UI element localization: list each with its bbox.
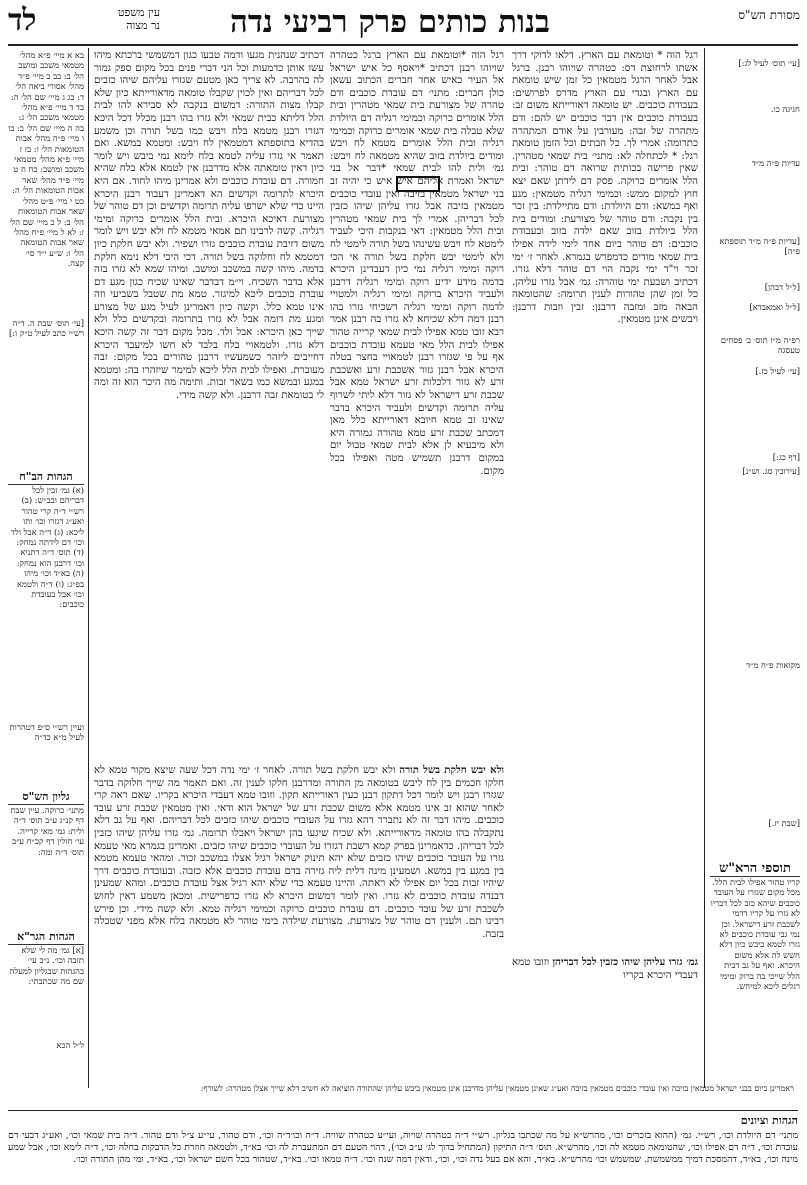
page-number: לד: [8, 4, 37, 38]
tosafot-text: דכתיב שנהנית מגעו ודמה טבעו כגון דמשמשי ברכתא מיהו עשו אותן כדמעות וכל הני דברי פנים בכל מקום ספק גמור לה בהרבה. לא צריך כאן מטעם שגזרו עליהם שיהו כזבים לכל דבריהם ואין לכוין שקבלו טומאה מדאורייתא כיון שלא קבלו מצות התורה: דמשום בנקבה לא סבירא להו לבית הלל דליתא כבית שמאי ולא גזרו בהו רבנן מכלל דכל היכא דגזרו רבנן מטמא בלח ויבש כמו בשל תורה וכן משמע בהדיא בתוספתא דמטמאין לח ויבש: ומטמא במשא. ואם תאמר אי גזרו עליה לטמא בלח לימא נמי ביבש ויש לומר כיון דאין טומאתה אלא מדרבנן אין לטמא אלא בלח שהיא חמורה. דם עובדת כוכבים ולא אמרינן מיהו לחוד. אם היא היכרא לתרומה וקדשים הא דאמרינן דעבוד רבנן היכרא היינו כדי שלא ישרפו עליה תרומה וקדשים וכן דם טוהר של מצורעת דאיכא היכרא. ובית הלל אומרים כרוקה ומימי רגליה. קשה לרבינו תם אמאי מטמא לח ולא יבש ויש לומר משום דזיבת עובדת כוכבים גזרו ושפיר. ולא יבש חלקת כיון דמטמא לח וחלוקה בשל תורה. דכי היכי דלא נימא חלקת בדמה. מיהו קשה במשכב ומושב. ומיהו שמא לא גזרו בזה אלא בדבר השכיח. וי״מ דבדבר שאינו שכיח כגון מגע דם עובדת כוכבים ליכא למיגזר. טמא מת שטבל בשביעי וזה אינו טמא כלל. וקשה כיון דאמרינן לעיל מגע של מצורע ומגע מת דומה אבל לא גזרו בתרומה ובקדשים כלל ולא שייך כאן היכרא: אבל ולד. מכל מקום דבר זה קשה היכא דלא גזרו. ולטמאויי בלח בלבד לא חשו למיעבד היכרא דחייבים ליזהר כשמעשיו דרבנן טהורים בכל מקום: זבה מעוברת. ואפילו לבית הלל ליכא למימר שיזהרו בה: ומטמא במגע ובמשא כמו בשאר זבות. ותימה מה היכר הוא זה ומה לי בטומאת זבה דרבנן. ולא קשה מידי.: [94, 50, 324, 402]
bottom-divider: [8, 1110, 798, 1111]
gilyon-hashas-section: [8, 790, 84, 920]
masoret-ref-6: [ל״ל ואמאבדא]: [749, 302, 800, 312]
masoret-ref-5: [ל״ל דבהן]: [764, 282, 800, 292]
hagahot-hagra-section: [8, 930, 84, 1030]
ein-mishpat-column: בא א מיי׳ פ״א מהל׳ מטמאי משכב ומושב הל׳ ב: בב ב מיי׳ פ״ד מהל׳ אסורי ביאה הל׳ ד: בג ג מיי׳ שם הל׳ ה: בד ד מיי׳ פ״א מהל׳ מטמאי משכב הל׳ ג: בה ה מיי׳ שם הל׳ ב: בו ו מיי׳ פ״ה מהל׳ אבות הטומאות הל׳ ו: בז ז מיי׳ פ״א מהל׳ מטמאי משכב ומושב: כח ח ט מיי׳ פ״ד מהל׳ שאר אבות הטומאות הל׳ ה: כט י מיי׳ פ״ט מהל׳ שאר אבות הטומאות הל׳ ב: ל כ מיי׳ שם הל׳ ז: לא ל מיי׳ פ״ח מהל׳ שאר אבות הטומאה הל׳ ו: ש״ע י״ד סי׳ קצה.: [8, 50, 84, 269]
hagahot-vetziyunim-text: מתני׳ דם היולדת וכו׳, רש״י. גמ׳ (ההוא בזכרים וכו׳, מהרש״א על מה שכתבו בגליון. רש״י ד״ה כטהרה שויוה, ועי״ע כטהרה שוויה. ד״ה וכו׳ד״ה וכו׳, ודם טהור, עי״ע צ״ל ודם טהור. ד״ה בית שמאי וכו׳, ואע״ג דבעי דם עובדת וכו׳, ד״ה דם אפילו וכו׳, שהטומאה מטמא לה וכו׳, מהרש״א. תוס׳ ד״ה התיקון (המתחיל בדוך לג׳ ע״ב וכו׳), דהוי הטעם דם המתעברת לה וכו׳ בא״ד, ולטמאה חוזרת כל הדבקות בחלה וכו׳, ד״ה לימא וכו׳, אבל שמע מינה וכו׳, בא״ד, דהמסכת דמיך ממשמשת. שמשמש וכו׳ מהרש״א. בא״ד, והא אם בעל נדה וכו׳, וכו׳, ודאין דמה שנה וכו׳. ד״ה טמאו וכו׳. בא״ד, שטהור בכל חשם ישראל וכו׳, בא״ד, ומי מהן התורה וכו׳.: [8, 1130, 798, 1165]
rashi-column: [512, 50, 698, 950]
lower-commentary: [94, 764, 504, 1082]
hagahot-hagra-text: [א] גמ׳ מה לי שלא תזבה וכו׳. נ״ב עי׳ בהגהות שבגליון למעלה שם מה שכתבתי:: [9, 945, 84, 987]
tosfei-harosh-heading: תוספי הרא"ש: [710, 862, 800, 877]
left-margin-divider: [88, 48, 89, 1088]
hagahot-habach-heading: הגהות הב"ח: [8, 470, 84, 485]
ein-mishpat-label: [70, 6, 160, 36]
tosfei-harosh-section: [710, 862, 800, 1082]
header-divider: [8, 44, 798, 46]
masoret-ref-3: עדיות פ״ה מ״ד: [751, 158, 800, 168]
gemara-text: רגל הוה *וטומאת עם הארץ ברגל כטהרה שויוהו רבנן דכתיב *ויאסף כל איש ישראל אל העיר כאיש אחד חברים הכתוב עשאן כולן חברים: מתני׳ דם עובדת כוכבים ודם טהרה של מצורעת בית שמאי מטהרין ובית הלל אומרים כרוקה וכמימי רגליה דם היולדת שלא טבלה בית שמאי אומרים כרוקה וכמימי רגליה ובית הלל אומרים מטמא לח ויבש ומודים ביולדת בזוב שהיא מטמאה לח ויבש: גמ׳ ולית להו לבית שמאי *דבר אל בני ישראל ואמרת אליהם איש איש כי יהיה זב בני ישראל מטמאין בזיבה ואין עובדי כוכבים מטמאין בזיבה אבל גזרו עליהן שיהו כזבין לכל דבריהן. אמרי לך בית שמאי מטהרין ובית הלל מטמאין: דאי בנקבות היכי לעביד לימטא לח ויבש עשינהו בשל תורה לימטי לח ולא לימטי יבש חלקת בשל תורה אי הכי רוקה ומימי רגליה נמי כיון דעבדינן היכרא בדמה מידע ידיע רוקה ומימי רגליה דרבנן ולעביד היכרא ברוקה ומימי רגליה ולמטויי לדמה רוקה ומימי רגליה דשכיחי גזרו בהו רבנן דמה דלא שכיחא לא גזרו בה רבנן אמר רבא זובו טמא אפילו לבית שמאי קרייה טהור אפילו לבית הלל מאי טעמא עובדת כוכבים אף על פי שגזרו רבנן לטמאויי בחצר בטלה היכרא אבל רבנן גזור אשכבת זרע ואשכבת זרע לא גזור דלכלות זרע ישראל טמא אבל שכבת זרע דישראל לא גזור דלא ליתי לשרוף עליה תרומה וקדשים ולעביד היכרא בדבר שאינו זב טמא חיובא דאורייתא כלל מאן דמכתב שכבת זרע טמא טהורה גמורה היא ולא מיבעיא לן אלא לבית שמאי טבול יום במקום דרבנן תשמיש מטה ואפילו בכל מקום.: [330, 50, 504, 477]
masoret-ref-12: [שבת יז.]: [768, 818, 800, 828]
footer-line: ראמרינן ביום בבני ישראל מטמאין בזיבה ואין עובדי כוכבים מטמאין בזיבה ואע״ג שאינן מטמאין עליהן מדרבנן אינן מטמאין ביבש עליהן שהתורה הוציאה לא חשיב דלא שייך אצלן מטהרה: לשורף:: [200, 1084, 794, 1093]
hagahot-vetziyunim-heading: הגהות וציונים: [740, 1114, 798, 1127]
hagahot-habach-section: [8, 470, 84, 670]
masoret-ref-8: [עי׳ לעיל כז.]: [755, 366, 800, 376]
masoret-ref-4: [עדיות פ״ה מ״ד תוספתא פ״ה]: [719, 236, 800, 257]
hagahot-habach-text: (א) גמ׳ זבין לכל דבריהם ובב״ש: (ב) רש״י ד״ה קרי טהור ואע״ג דגזרו וכו׳ ותו ליכא: (ג) ד״ה אבל ולד וכו׳ דם לידתה נמחק: (ד) תוס׳ ד״ה דתניא וכו׳ דרבנן הוא נמחק: (ה) בא״ד וכו׳ מיהו בפ״ג: (ו) ד״ה ולטמא וכו׳ אבל בעובדת כוכבים:: [10, 485, 84, 610]
lower-label-1: ולא יבש חלקת בשל תורה: [399, 764, 504, 776]
tosafot-column: [94, 50, 324, 750]
margin-note-3: ל״ל הכא: [56, 1040, 84, 1050]
highlight-box: [396, 176, 440, 192]
rashi-text: רגל הוה * וטומאת עם הארץ. דלאו לדוקי דרך אשתו לרחוצת דס: כטהרה שויוהו רבנן. ברגל אבל לאחר הרגל מטמאין כל זמן שיש טומאת עם הארץ ובגדי עם הארץ מדרס לפרושים: בעבודת כוכבים. יש טומאה דאורייתא משום זב: בעבודת כוכבים אין דבר כוכבים יש להם: ודם מתהרה של זבה: מעורבין על אודם המתהרה כתרומה: אמרי לך. כל הבתים וכל הזמן טומאת רגל: * לכתחלה לא: מתני׳ בית שמאי מטהרין. שאין פרישה בכותית שרואה דם טוהר: ובית הלל אומרים כרוקה. פסק דם לידתן שאם יצא חוץ למקום ממש: וכמימי רגליה מטמאין: מגע ואף במשא: ודם היולדת: ודם מתיילדת: בין זכר בין נקבה: ודם טוהר של מצורעת: ומודים בית הלל ביולדת בזוב שאם ילדה בזוב ובעבודת כוכבים: דם טוהר ביום אחד לימי לידה אפילו בית שמאי מודים כדמפרש בגמרא. לאחר ז׳ ימי זכר וי"ד ימי נקבה הוי דם טוהר דלא גזרו. דכתיב ושבעת ימי טוהרה: גמ׳ אבל גזרו עליהן. כל זמן שהן טהורות לענין תרומה: שהטומאה הבאה מזב ומזבה דרבנן: זבין וזבות דרבנן: ויבשים אינן מטמאין.: [512, 50, 698, 326]
margin-note: [עי׳ תוס׳ שבת ה. ד״ה רש״י כתב לעיל ט״ק ו:]: [8, 318, 84, 339]
tosfei-harosh-text: קריו טהור אפילו לבית הלל. מכל מקום שגזרו על העובד כוכבים שיהא כזב לכל דבריו לא גזרו על קריו דדמי לשכבת זרע דישראל. וכן נמי גבי עובדת כוכבים לא גזרו לטמא ביבש כיון דלא חשש לה אלא משום היכרא. ואף על גב דבית הלל שייכי בה ברוק ומימי רגלים ליכא למיחש.: [710, 877, 800, 992]
gemara-column: [330, 50, 504, 760]
hagahot-hagra-heading: הגהות הגר"א: [8, 930, 84, 945]
masoret-ref-11: מקואות פ״ח מ״ד: [746, 660, 800, 670]
masoret-ref-10: [עירובין סג. וש״נ]: [742, 466, 800, 476]
lower-commentary-text: ולא יבש חלקת בשל תורה. לאחר ז׳ ימי נדה דכל שעה שיצא מקור טמא לא חלקו חכמים בין לח ליבש בטומאה מן התורה ומדרבנן חלקו לענין זה. ואם תאמר מה שייך חלוקה בדבר שגזרו רבנן ויש לומר דכל דתקון רבנן כעין דאורייתא תקון. וזובו טמא דעבדי היכרא בקריו. שאם ראה קרי לאחר שהוא זב אינו מטמא אלא משום שכבת זרע של ישראל הוא ודאי. ואין מטמאין שכבת זרע עובד כוכבים. מיהו דבר זה לא נתברר דהא גזרו על העובדי כוכבים שיהו כזבים לכל דבריהם. ואף על גב דלא נתקבלה בהו טומאה מדאורייתא. ולא שכיח שיגעו בהן ישראל ויאכלו תרומה. גמ׳ גזרו עליהן שיהו כזבין לכל דבריהן. כדאמרינן בפרק קמא דשבת דגזרו על העובדי כוכבים שיהו כזבים. ואמרינן בגמרא מאי טעמא גזרו על העובד כוכבים שיהו כזבים שלא יהא תינוק ישראל רגיל אצלו במשכב זכור. ומהאי טעמא מטמא בין במגע בין במשא. ושמעינן מינה דלית ליה גזירה בדם עובדת כוכבים אלא כזבה. ובעובדת כוכבים דרך שיהיו זבות בכל יום אפילו לא ראתה. והיינו טעמא כדי שלא יהא רגיל אצל עובדת כוכבים. ומהא שמעינן דבנדה עובדת כוכבים לא גזרו. ואין לומר דמשום היכרא לא גזרו כדפרישית. ומכאן משמע דאין לחוש לשכבת זרע של עובד כוכבים. דם עובדת כוכבים כרוקה וכמימי רגליה טמא. ולא קשה מידי. וכן פירש רבינו תם. ולענין דם טוהר של מצורעת. מצורעת שילדה בימי טוהר לא מטמאה בלח אלא מפני שטבלה בזבה.: [94, 765, 504, 940]
ein-mishpat-label-1: עין משפט: [117, 6, 160, 19]
right-margin-divider: [704, 48, 705, 1088]
gilyon-hashas-heading: גליון הש"ס: [8, 790, 84, 805]
lower-right-commentary: [512, 956, 698, 1082]
lower-label-3: גמ׳ גזרו עליהן שיהו כזבין לכל דבריהן: [552, 956, 698, 968]
masoret-ref-1: [עי׳ תוס׳ לעיל לג:]: [738, 58, 800, 68]
masoret-ref-2: חגיגה כו.: [770, 104, 800, 114]
ein-mishpat-label-2: נר מצוה: [126, 19, 160, 32]
masoret-hashas-label: מסורת הש"ס: [738, 8, 800, 22]
margin-note-2: ועיין רש״י ס״פ דטהרות לעיל מ״א כד״ה: [9, 722, 84, 743]
masoret-ref-9: [דף כג:]: [772, 452, 800, 462]
masoret-ref-7: רפ״ה מ״ז תוס׳ ב׳ פסחים טעסגה: [720, 335, 800, 356]
lower-label-2: וזובו טמא דעבדי היכרא בקריו: [512, 957, 698, 981]
gilyon-hashas-text: מתני׳ כרוקה. עיין שבת דף קנ״ג ע״ב תוס׳ ד״ה ולית: גמ׳ מאי קרייה. עי׳ חולין דף קכ״ח ע״ב תוס׳ ד״ה ומה:: [10, 805, 84, 857]
page-title: בנות כותים פרק רביעי נדה: [230, 4, 550, 40]
